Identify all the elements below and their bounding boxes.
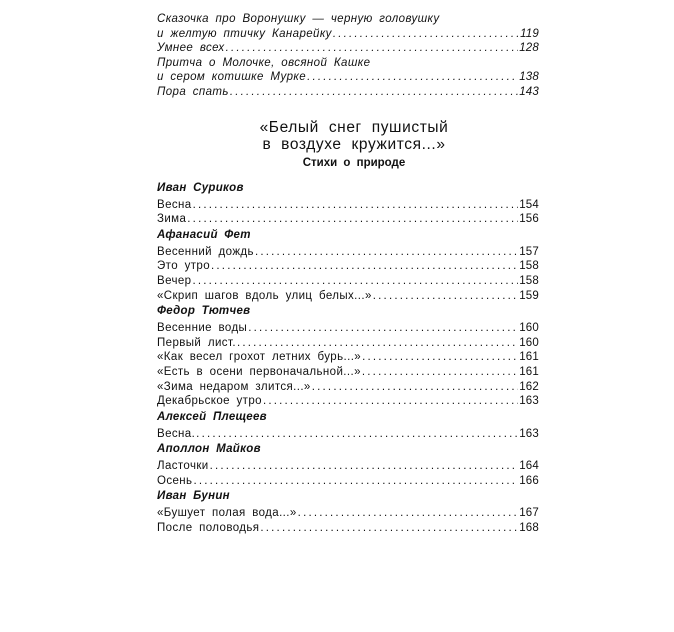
section-subtitle: Стихи о природе (302, 156, 406, 169)
page-number: 163 (519, 427, 539, 440)
toc-entry[interactable] (157, 245, 539, 260)
dot-leader (211, 259, 518, 274)
page-number: 154 (519, 198, 539, 211)
dot-leader (362, 350, 518, 365)
page-number: 159 (519, 289, 539, 302)
entry-title: Пора спать (157, 85, 229, 98)
dot-leader (260, 521, 518, 536)
dot-leader (237, 336, 518, 351)
toc-entry-voronushka[interactable] (157, 12, 539, 41)
dot-leader (312, 380, 518, 395)
toc-entry[interactable] (157, 427, 539, 442)
page-number: 156 (519, 213, 539, 226)
dot-leader (298, 506, 519, 521)
entry-title-line2: и желтую птичку Канарейку (157, 27, 332, 40)
section-title-line1: «Белый снег пушистый (259, 118, 449, 136)
entry-title: «Бушует полая вода...» (157, 507, 297, 520)
toc-entry[interactable] (157, 259, 539, 274)
page-number: 161 (519, 365, 539, 378)
toc-entry[interactable] (157, 212, 539, 227)
page-number: 158 (519, 260, 539, 273)
dot-leader (193, 198, 519, 213)
entry-title: Ласточки (157, 460, 209, 473)
dot-leader (333, 27, 519, 42)
dot-leader (362, 365, 518, 380)
entry-title: Весенний дождь (157, 245, 254, 258)
author-heading: Алексей Плещеев (157, 410, 267, 423)
dot-leader (187, 212, 518, 227)
section-title-line2: в воздухе кружится...» (262, 135, 446, 153)
page-number: 160 (519, 322, 539, 335)
entry-title-line2: и сером котишке Мурке (157, 71, 307, 84)
toc-entry[interactable] (157, 274, 539, 289)
page-number: 166 (519, 474, 539, 487)
dot-leader (255, 245, 518, 260)
toc-entry[interactable] (157, 350, 539, 365)
entry-title: «Скрип шагов вдоль улиц белых...» (157, 289, 372, 302)
author-heading: Афанасий Фет (157, 228, 251, 241)
entry-title-line1: Притча о Молочке, овсяной Кашке (157, 56, 371, 69)
page-number: 161 (519, 351, 539, 364)
entry-title: Весна (157, 198, 192, 211)
page-number: 163 (519, 395, 539, 408)
page-number: 138 (519, 71, 539, 84)
toc-entry[interactable] (157, 365, 539, 380)
toc-entry[interactable] (157, 380, 539, 395)
toc-entry[interactable] (157, 506, 539, 521)
page-number: 162 (519, 380, 539, 393)
dot-leader (248, 321, 518, 336)
toc-entry[interactable] (157, 459, 539, 474)
page-number: 158 (519, 274, 539, 287)
dot-leader (193, 474, 518, 489)
entry-title: «Зима недаром злится...» (157, 380, 311, 393)
dot-leader (226, 41, 519, 56)
toc-entry-umnee-vseh[interactable] (157, 41, 539, 56)
entry-title-line1: Сказочка про Воронушку — черную головушку (157, 13, 440, 25)
entry-title: Декабрьское утро (157, 395, 262, 408)
entry-title: Весенние воды (157, 322, 248, 335)
toc-entry[interactable] (157, 336, 539, 351)
section-title (157, 119, 539, 153)
author-heading: Иван Бунин (157, 490, 230, 503)
page-number: 168 (519, 522, 539, 535)
dot-leader (196, 427, 518, 442)
toc-entry[interactable] (157, 474, 539, 489)
dot-leader (230, 85, 518, 100)
toc-entry[interactable] (157, 198, 539, 213)
toc-entry-pora-spat[interactable] (157, 85, 539, 100)
entry-title: Осень (157, 474, 193, 487)
page-number: 167 (519, 507, 539, 520)
dot-leader (263, 394, 518, 409)
page-number: 157 (519, 245, 539, 258)
dot-leader (210, 459, 519, 474)
entry-title: Весна. (157, 427, 196, 440)
entry-title: Первый лист. (157, 336, 236, 349)
entry-title: Это утро (157, 260, 211, 273)
author-heading: Федор Тютчев (157, 305, 251, 318)
dot-leader (307, 70, 518, 85)
entry-title: Зима (157, 213, 187, 226)
page-number: 160 (519, 336, 539, 349)
entry-title: Вечер (157, 274, 192, 287)
toc-entry-pritcha[interactable] (157, 56, 539, 85)
author-heading: Аполлон Майков (157, 443, 261, 456)
page-number: 128 (519, 42, 539, 55)
page-number: 119 (520, 27, 539, 40)
table-of-contents (157, 12, 539, 536)
dot-leader (192, 274, 518, 289)
entry-title: После половодья (157, 522, 260, 535)
toc-entry[interactable] (157, 521, 539, 536)
entry-title: «Есть в осени первоначальной...» (157, 365, 361, 378)
dot-leader (373, 289, 518, 304)
author-heading: Иван Суриков (157, 181, 244, 194)
toc-entry[interactable] (157, 394, 539, 409)
toc-entry[interactable] (157, 289, 539, 304)
entry-title: Умнее всех (157, 42, 225, 55)
entry-title: «Как весел грохот летних бурь...» (157, 351, 362, 364)
toc-entry[interactable] (157, 321, 539, 336)
page-number: 164 (519, 460, 539, 473)
page-number: 143 (519, 85, 539, 98)
